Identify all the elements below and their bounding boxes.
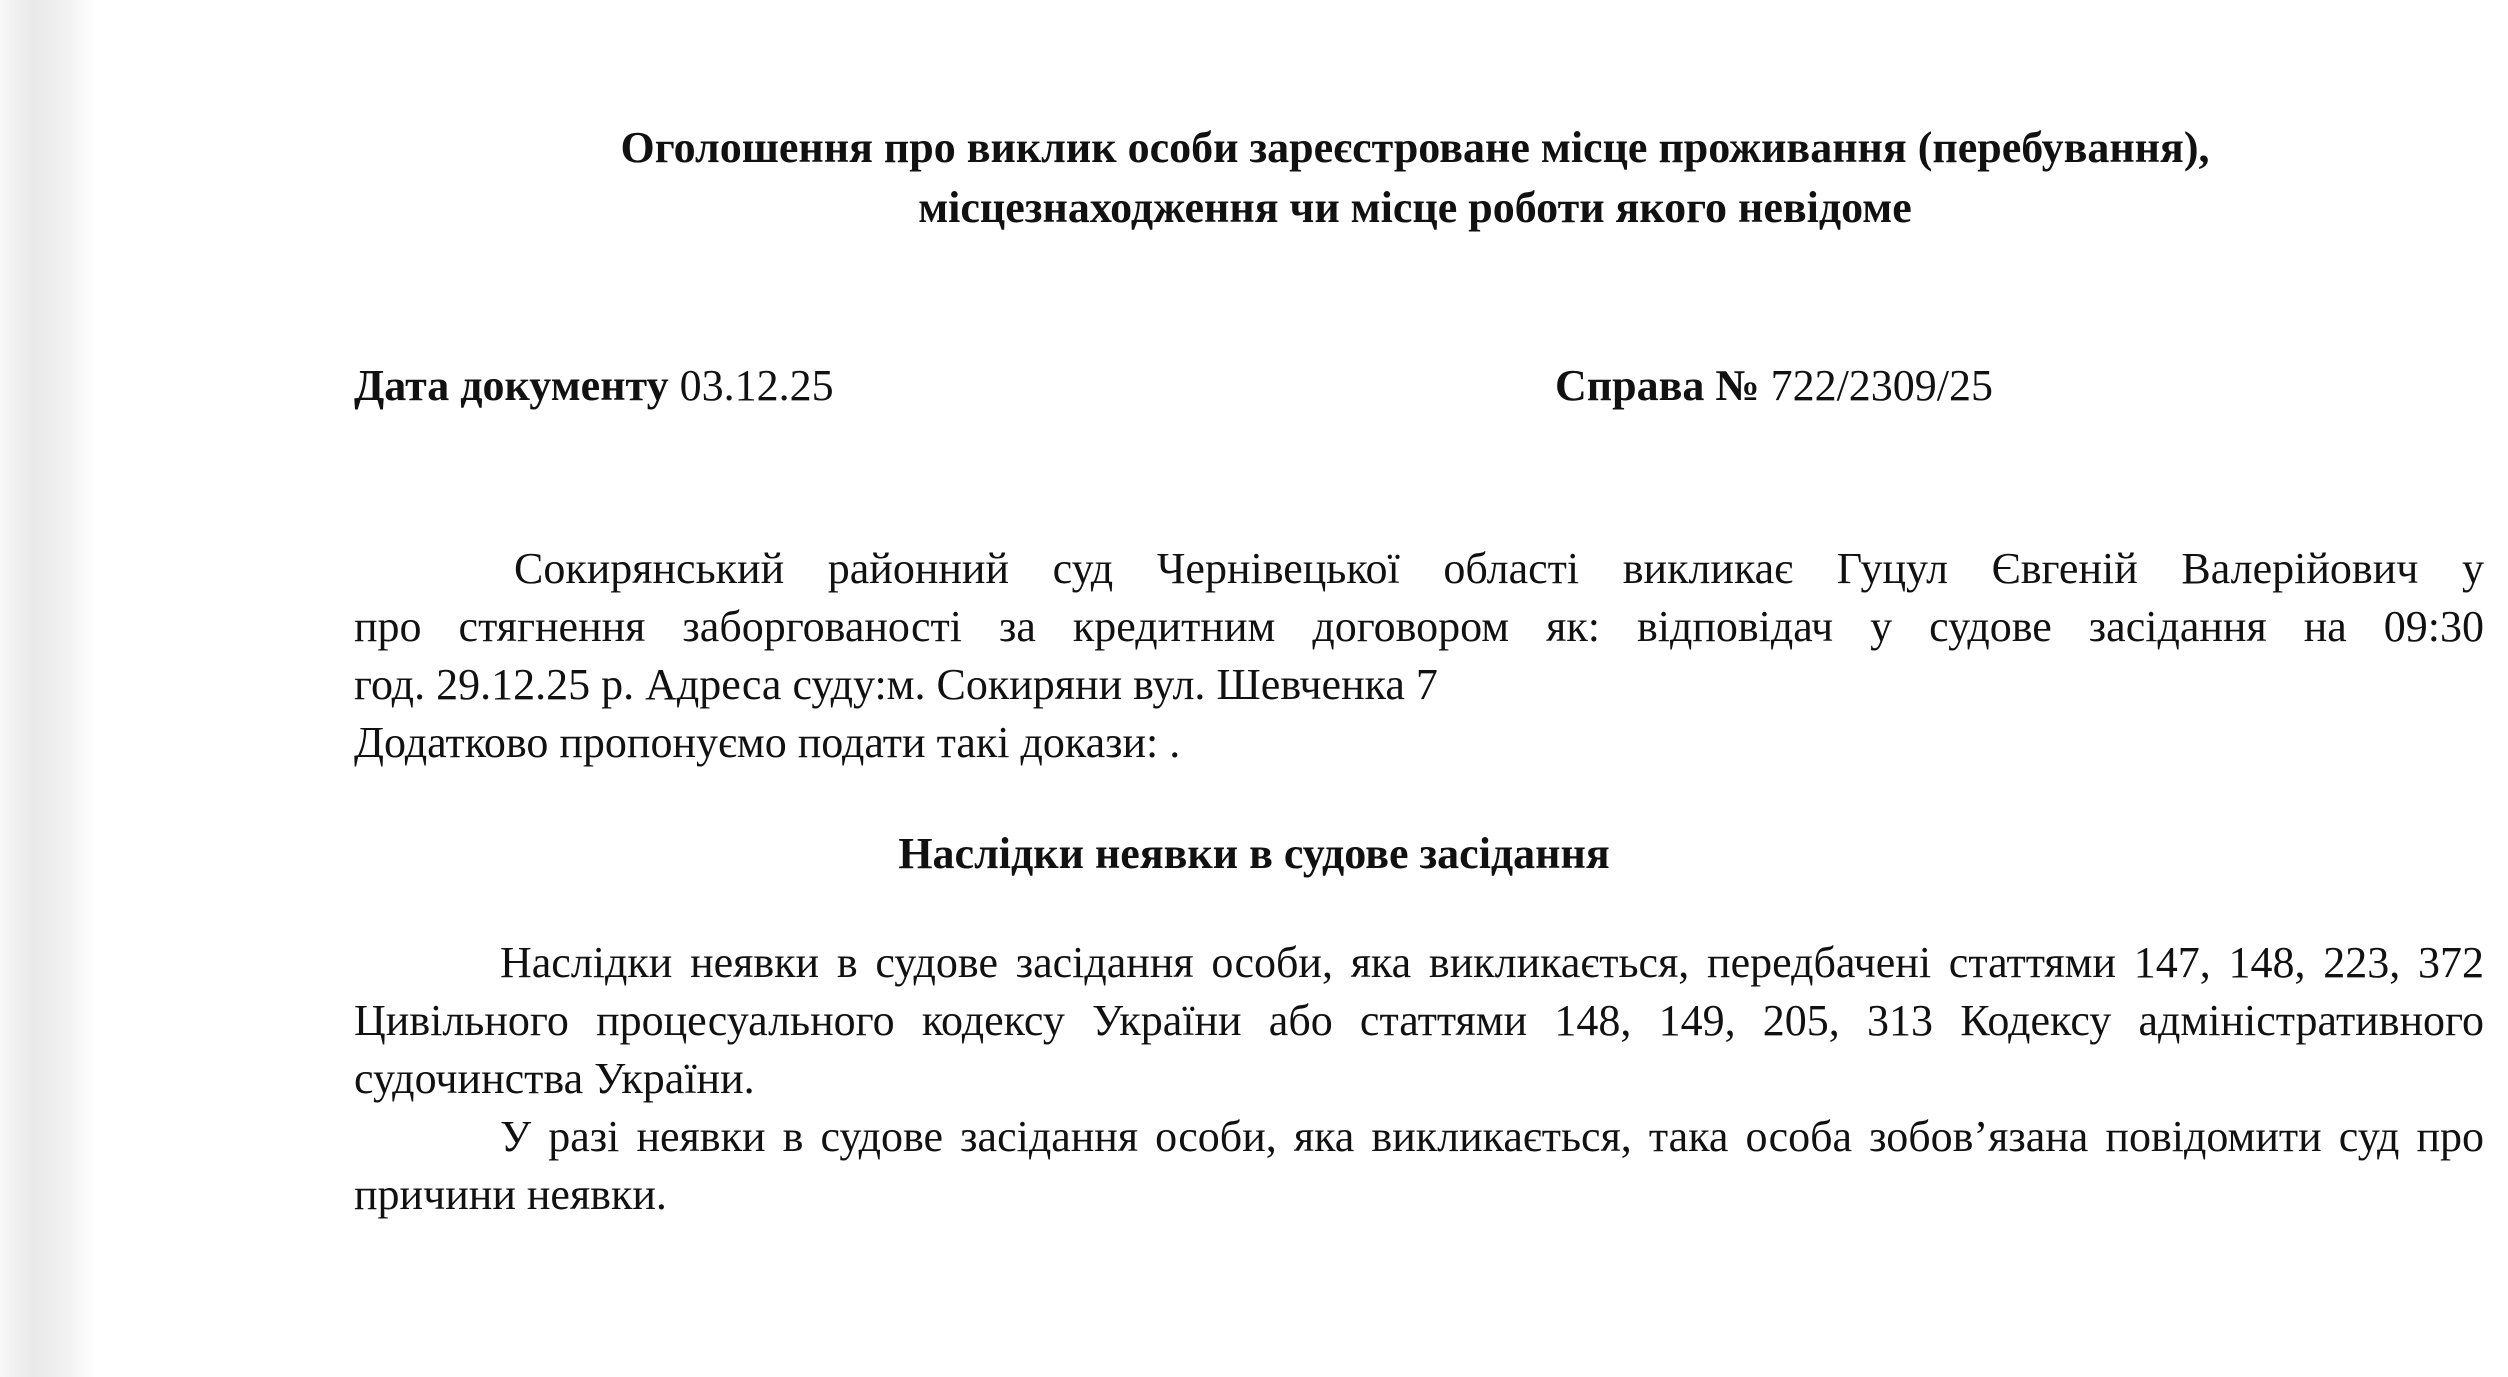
consequences-text <box>354 934 2484 1224</box>
summons-line-2: про стягнення заборгованості за кредитним договором як: відповідач у судове засідання на 09:30 <box>354 602 2484 651</box>
consequences-paragraph-1: Наслідки неявки в судове засідання особи, яка викликається, передбачені статтями 147, 148, 223, 372 Цивільного процесуального кодексу України або статтями 148, 149, 205, 313 Кодексу адміністративного судочинства України. <box>354 938 2484 1103</box>
title-line-2: місцезнаходження чи місце роботи якого невідоме <box>918 183 1912 232</box>
case-value: 722/2309/25 <box>1770 361 1994 410</box>
document-date <box>354 358 834 414</box>
title-line-1: Оголошення про виклик особи зареєстроване місце проживання (перебування), <box>620 123 2210 172</box>
document-title <box>500 118 2330 238</box>
consequences-paragraph-2: У разі неявки в судове засідання особи, яка викликається, така особа зобов’язана повідомити суд про причини неявки. <box>354 1112 2484 1219</box>
case-label: Справа № <box>1555 361 1760 410</box>
section-heading: Наслідки неявки в судове засідання <box>898 829 1610 878</box>
date-label: Дата документу <box>354 361 669 410</box>
date-value: 03.12.25 <box>679 361 834 410</box>
summons-line-4: Додатково пропонуємо подати такі докази: . <box>354 718 1181 767</box>
case-number <box>1555 358 1993 414</box>
summons-text <box>354 540 2484 772</box>
summons-line-3: год. 29.12.25 р. Адреса суду:м. Сокиряни вул. Шевченка 7 <box>354 660 1438 709</box>
summons-line-1: Сокирянський районний суд Чернівецької області викликає Гуцул Євгеній Валерійович у <box>514 544 2484 593</box>
